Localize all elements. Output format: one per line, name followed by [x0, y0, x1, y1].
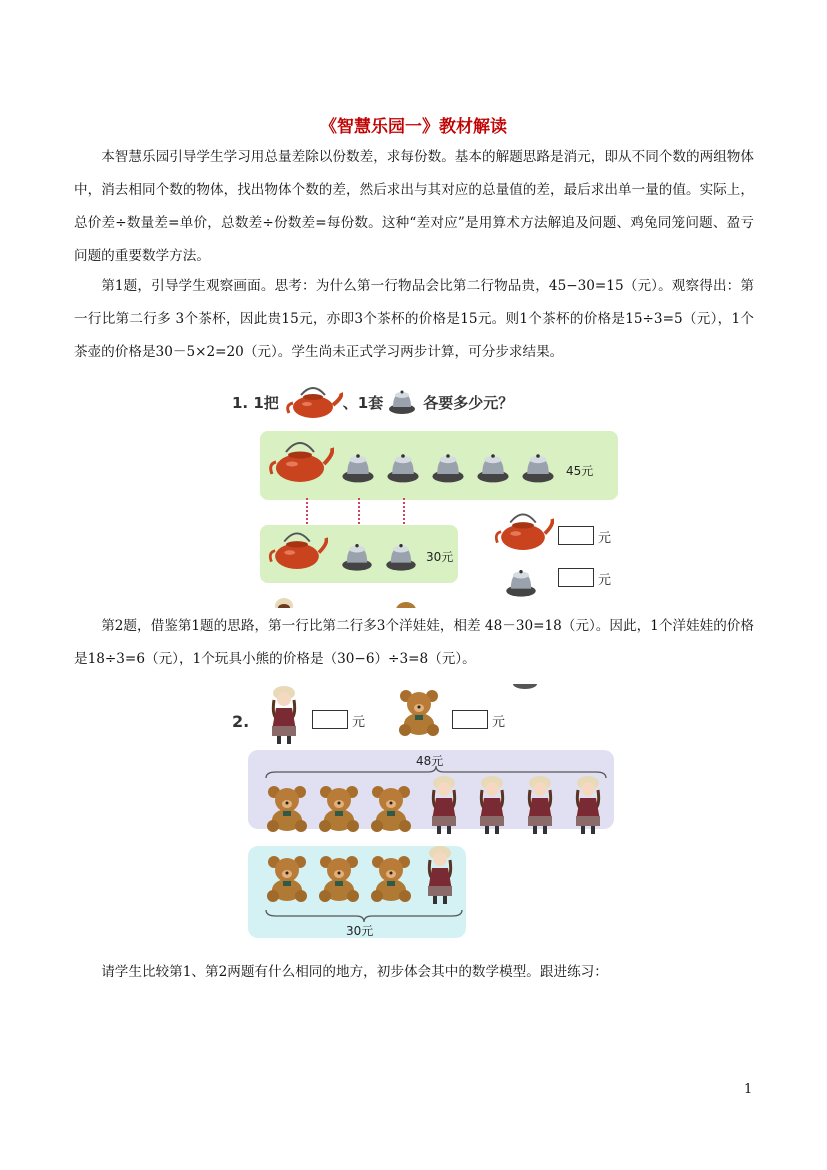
figure-2-number: 2.: [232, 712, 250, 731]
teacup-icon: [520, 450, 556, 486]
page-number: 1: [744, 1082, 753, 1097]
teapot-icon: [492, 506, 554, 552]
row-1-price: 48元: [416, 754, 444, 768]
question-prefix: 1. 1把: [232, 393, 279, 412]
doll-icon: [568, 774, 608, 836]
dotted-link: [306, 498, 308, 524]
doll-icon: [510, 684, 540, 690]
unit-label: 元: [492, 715, 506, 730]
doll-icon: [520, 774, 560, 836]
question-suffix: 各要多少元？: [423, 393, 514, 412]
unit-label: 元: [352, 715, 366, 730]
bear-icon: [264, 854, 310, 902]
doll-answer-box: [312, 710, 348, 729]
teapot-answer-box: [558, 526, 594, 545]
figure-1-question: [232, 382, 517, 422]
teacup-icon: [340, 540, 374, 574]
teacup-icon: [384, 540, 418, 574]
doll-icon: [264, 684, 304, 746]
teapot-icon: [266, 525, 328, 571]
question-mid: 、1套: [342, 393, 384, 412]
unit-label: 元: [598, 573, 612, 588]
teacup-icon: [504, 566, 538, 600]
bear-icon: [316, 854, 362, 902]
teacup-icon: [387, 387, 417, 417]
row-2-price: 30元: [346, 924, 374, 938]
row-2-price: 30元: [426, 550, 454, 564]
teacup-answer-box: [558, 568, 594, 587]
doll-icon: [420, 844, 460, 906]
unit-label: 元: [598, 531, 612, 546]
row-1-price: 45元: [566, 464, 594, 478]
bear-icon: [396, 688, 442, 736]
dotted-link: [358, 498, 360, 524]
teapot-icon: [283, 383, 343, 421]
teacup-icon: [430, 450, 466, 486]
figure-2: [228, 684, 622, 940]
paragraph-question-2: 第2题，借鉴第1题的思路，第一行比第二行多3个洋娃娃，相差 48－30=18（元）。因此，1个洋娃娃的价格是18÷3=6（元），1个玩具小熊的价格是（30−6）÷3=8（元）。: [74, 618, 754, 667]
page-title: 《智慧乐园一》教材解读: [320, 117, 507, 137]
bear-icon: [368, 784, 414, 832]
teacup-icon: [475, 450, 511, 486]
doll-icon: [272, 596, 296, 608]
figure-1: [228, 370, 622, 608]
paragraph-question-1: 第1题，引导学生观察画面。思考：为什么第一行物品会比第二行物品贵，45−30=15（元）。观察得出：第一行比第二行多 3个茶杯，因此贵15元，亦即3个茶杯的价格是15元。则1个茶杯的价格是15÷3=5（元），1个茶壶的价格是30－5×2=20（元）。学生尚未正式学习两步计算，可分步求结果。: [74, 278, 754, 360]
paragraph-summary: 请学生比较第1、第2两题有什么相同的地方，初步体会其中的数学模型。跟进练习：: [101, 964, 608, 980]
bear-icon: [394, 600, 418, 608]
bear-icon: [368, 854, 414, 902]
teacup-icon: [340, 450, 376, 486]
teapot-icon: [266, 434, 334, 484]
doll-icon: [424, 774, 464, 836]
bear-answer-box: [452, 710, 488, 729]
paragraph-intro: 本智慧乐园引导学生学习用总量差除以份数差，求每份数。基本的解题思路是消元，即从不同个数的两组物体中，消去相同个数的物体，找出物体个数的差，然后求出与其对应的总量值的差，最后求出单一量的值。实际上，总价差÷数量差=单价，总数差÷份数差=每份数。这种“差对应”是用算术方法解追及问题、鸡兔同笼问题、盈亏问题的重要数学方法。: [74, 149, 754, 264]
dotted-link: [403, 498, 405, 524]
bear-icon: [264, 784, 310, 832]
teacup-icon: [385, 450, 421, 486]
brace-bottom: [264, 908, 464, 922]
doll-icon: [472, 774, 512, 836]
bear-icon: [316, 784, 362, 832]
